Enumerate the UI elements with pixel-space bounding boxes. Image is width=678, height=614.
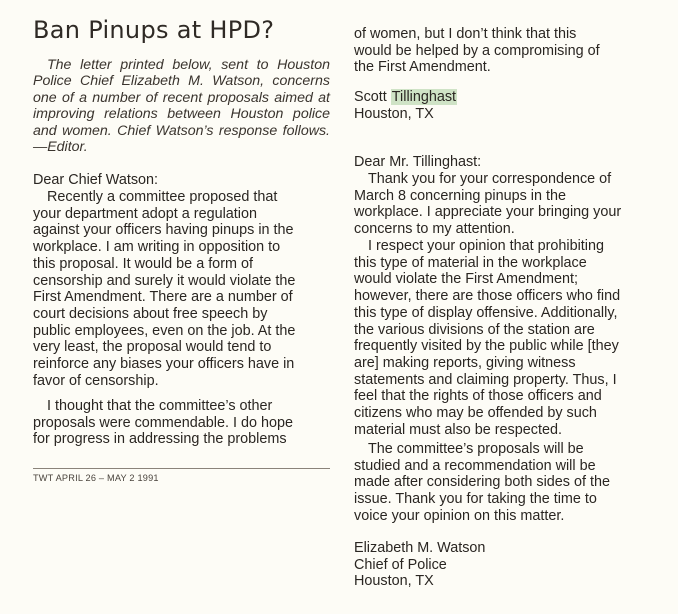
text-line: very least, the proposal would tend to xyxy=(33,339,272,356)
response-signature xyxy=(354,540,485,590)
response-paragraph-2 xyxy=(354,238,620,438)
editor-intro: The letter printed below, sent to Houston Police Chief Elizabeth M. Watson, concerns one of a number of recent proposals aimed at improving relations between Houston police and women. Chief Watson’s response follows.—Editor. xyxy=(33,57,330,156)
letter-signature xyxy=(354,89,457,122)
signer-name xyxy=(354,89,457,106)
text-line: public employees, even on the job. At the xyxy=(33,322,296,339)
text-line: your department adopt a regulation xyxy=(33,205,258,222)
text-line: favor of censorship. xyxy=(33,372,159,389)
text-line: issue. Thank you for taking the time to xyxy=(354,491,597,508)
text-line: proposals were commendable. I do hope xyxy=(33,414,293,431)
divider-rule xyxy=(33,468,330,469)
response-paragraph-3 xyxy=(354,441,610,525)
signer-first-name: Scott xyxy=(354,89,387,105)
text-line: studied and a recommendation will be xyxy=(354,457,596,474)
response-paragraph-1 xyxy=(354,171,621,238)
letter-paragraph-2 xyxy=(33,398,293,448)
text-line: statements and claiming property. Thus, I xyxy=(354,371,617,388)
text-line: would violate the First Amendment; xyxy=(354,271,578,288)
text-line: concerns to my attention. xyxy=(354,221,515,238)
text-line: against your officers having pinups in the xyxy=(33,222,294,239)
signer-last-name-highlight: Tillinghast xyxy=(391,89,457,105)
text-line: feel that the rights of those officers and xyxy=(354,388,602,405)
text-line: The committee’s proposals will be xyxy=(368,441,584,457)
signer-city: Houston, TX xyxy=(354,105,434,122)
signature-title: Chief of Police xyxy=(354,556,447,573)
letter-continuation xyxy=(354,26,600,76)
text-line: frequently visited by the public while [they xyxy=(354,338,619,355)
text-line: made after considering both sides of the xyxy=(354,474,610,491)
text-line: for progress in addressing the problems xyxy=(33,431,287,448)
signature-city: Houston, TX xyxy=(354,573,434,590)
text-line: First Amendment. There are a number of xyxy=(33,289,293,306)
text-line: the First Amendment. xyxy=(354,59,491,76)
text-line: however, there are those officers who find xyxy=(354,288,621,305)
issue-date-line: TWT APRIL 26 – MAY 2 1991 xyxy=(33,473,159,483)
headline: Ban Pinups at HPD? xyxy=(33,16,275,44)
text-line: court decisions about free speech by xyxy=(33,305,268,322)
text-line: of women, but I don’t think that this xyxy=(354,26,577,42)
response-salutation xyxy=(354,154,481,171)
text-line: I respect your opinion that prohibiting xyxy=(368,238,604,254)
text-line: this type of material in the workplace xyxy=(354,254,587,271)
text-line: the various divisions of the station are xyxy=(354,321,595,338)
text-line: would be helped by a compromising of xyxy=(354,42,600,59)
text-line: voice your opinion on this matter. xyxy=(354,507,565,524)
text-line: workplace. I appreciate your bringing your xyxy=(354,204,622,221)
text-line: I thought that the committee’s other xyxy=(47,398,273,414)
text-line: workplace. I am writing in opposition to xyxy=(33,239,281,256)
text-line: Dear Chief Watson: xyxy=(33,172,159,188)
text-line: March 8 concerning pinups in the xyxy=(354,187,566,204)
text-line: Thank you for your correspondence of xyxy=(368,171,612,187)
text-line: Recently a committee proposed that xyxy=(47,189,278,205)
text-line: citizens who may be offended by such xyxy=(354,405,597,422)
text-line: censorship and surely it would violate the xyxy=(33,272,296,289)
signature-name: Elizabeth M. Watson xyxy=(354,540,486,556)
text-line: are] making reports, giving witness xyxy=(354,354,576,371)
letter-salutation xyxy=(33,172,158,189)
text-line: material must also be respected. xyxy=(354,421,562,438)
text-line: this type of display offensive. Additionally, xyxy=(354,304,618,321)
letter-paragraph-1 xyxy=(33,189,295,389)
text-line: reinforce any biases your officers have in xyxy=(33,356,295,373)
text-line: Dear Mr. Tillinghast: xyxy=(354,154,482,170)
text-line: this proposal. It would be a form of xyxy=(33,255,253,272)
